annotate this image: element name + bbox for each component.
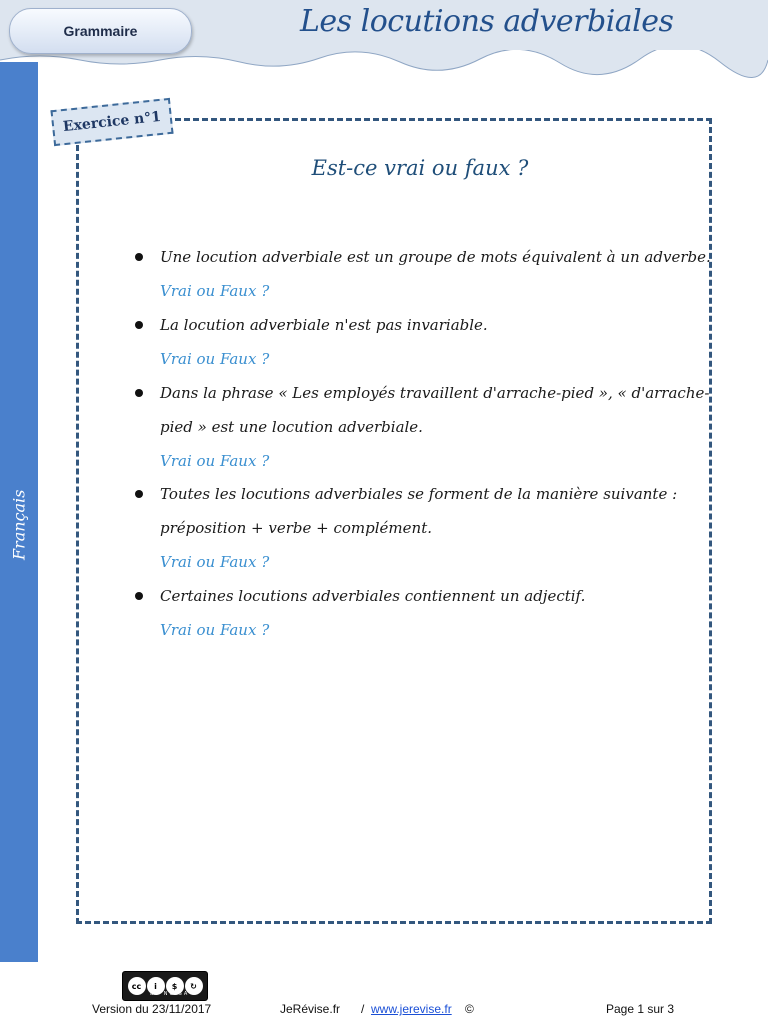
list-item: [160, 579, 720, 647]
site-link[interactable]: www.jerevise.fr: [371, 1002, 452, 1016]
page-number: Page 1 sur 3: [606, 1002, 675, 1016]
version-text: Version du 23/11/2017: [92, 1002, 212, 1016]
header-wave-divider: [0, 50, 768, 82]
statement-text: Toutes les locutions adverbiales se forment de la manière suivante : préposition + verbe + complément.: [160, 485, 678, 537]
bullet-icon: [135, 592, 143, 600]
list-item: [160, 376, 720, 478]
cc-icon: cc: [128, 977, 146, 995]
exercise-tag: Exercice n°1: [50, 98, 173, 146]
answer-prompt: Vrai ou Faux ?: [160, 282, 270, 300]
answer-prompt: Vrai ou Faux ?: [160, 350, 270, 368]
attribution-icon: i: [147, 977, 165, 995]
subject-label: Grammaire: [63, 23, 138, 39]
exercise-question: Est-ce vrai ou faux ?: [311, 156, 529, 180]
footer-separator: /: [361, 1002, 365, 1016]
noncommercial-icon: $: [166, 977, 184, 995]
list-item: [160, 240, 720, 308]
sharealike-icon: ↻: [185, 977, 203, 995]
site-name: JeRévise.fr: [280, 1002, 341, 1016]
bullet-icon: [135, 321, 143, 329]
answer-prompt: Vrai ou Faux ?: [160, 621, 270, 639]
copyright-symbol: ©: [465, 1002, 474, 1016]
statement-text: Dans la phrase « Les employés travaillent d'arrache-pied », « d'arrache-pied » est une locution adverbiale.: [160, 384, 710, 436]
answer-prompt: Vrai ou Faux ?: [160, 452, 270, 470]
bullet-icon: [135, 253, 143, 261]
document-title: Les locutions adverbiales: [300, 4, 674, 39]
list-item: [160, 308, 720, 376]
list-item: [160, 477, 720, 579]
bullet-icon: [135, 490, 143, 498]
sidebar-label: Français: [9, 489, 29, 561]
footer: [0, 965, 768, 1024]
answer-prompt: Vrai ou Faux ?: [160, 553, 270, 571]
statement-text: Une locution adverbiale est un groupe de mots équivalent à un adverbe.: [160, 248, 711, 266]
statement-text: Certaines locutions adverbiales contiennent un adjectif.: [160, 587, 586, 605]
statement-text: La locution adverbiale n'est pas invariable.: [160, 316, 488, 334]
subject-pill: [9, 8, 192, 54]
license-badge-text: BY NC SA: [150, 991, 190, 997]
bullet-icon: [135, 389, 143, 397]
